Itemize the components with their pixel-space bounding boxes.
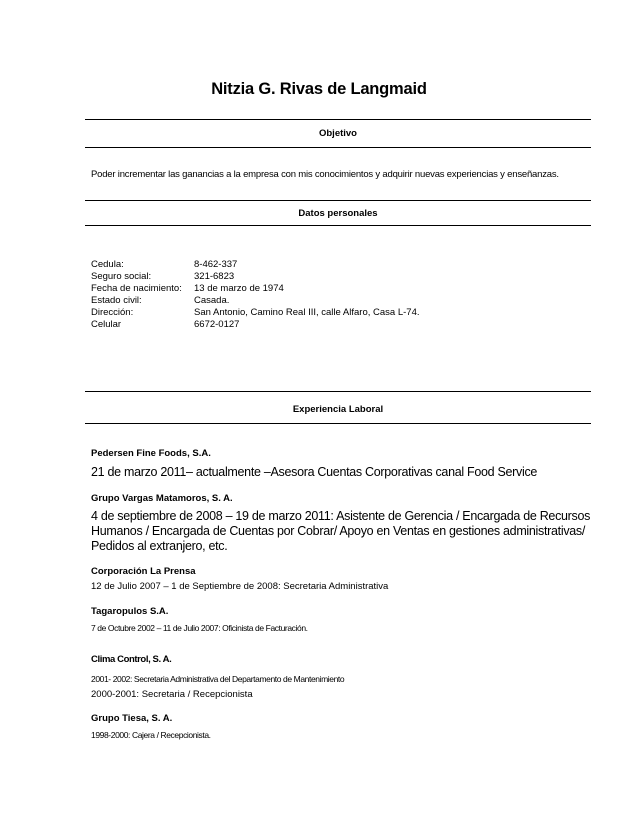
section-rule	[85, 225, 591, 226]
personal-value: Casada.	[194, 295, 230, 306]
experience-title: Experiencia Laboral	[292, 404, 384, 415]
job-entry	[91, 713, 591, 741]
job-description: Humanos / Encargada de Cuentas por Cobrar/ Apoyo en Ventas en gestiones administrativas/	[91, 524, 586, 538]
personal-label: Celular	[91, 319, 122, 330]
personal-row	[91, 259, 420, 271]
personal-row	[91, 283, 420, 295]
objective-text: Poder incrementar las ganancias a la empresa con mis conocimientos y adquirir nuevas experiencias y enseñanzas.	[91, 169, 559, 180]
job-description: 1998-2000: Cajera / Recepcionista.	[91, 730, 211, 740]
section-rule	[85, 200, 591, 201]
company-name: Clima Control, S. A.	[91, 654, 172, 665]
personal-label: Estado civil:	[91, 295, 142, 306]
personal-row	[91, 271, 420, 283]
section-rule	[85, 119, 591, 120]
company-name: Corporación La Prensa	[91, 566, 196, 577]
personal-value: 13 de marzo de 1974	[194, 283, 284, 294]
company-name: Tagaropulos S.A.	[91, 606, 169, 617]
job-description: Pedidos al extranjero, etc.	[91, 539, 228, 553]
job-entry	[91, 566, 591, 593]
personal-title: Datos personales	[298, 208, 378, 219]
personal-label: Seguro social:	[91, 271, 152, 282]
company-name: Grupo Tiesa, S. A.	[91, 713, 173, 724]
job-description: 2001- 2002: Secretaria Administrativa del Departamento de Mantenimiento	[91, 674, 345, 684]
job-description: 12 de Julio 2007 – 1 de Septiembre de 2008: Secretaria Administrativa	[91, 581, 389, 592]
personal-value: 6672-0127	[194, 319, 240, 330]
personal-value: 321-6823	[194, 271, 235, 282]
candidate-name: Nitzia G. Rivas de Langmaid	[211, 80, 427, 98]
objective-title: Objetivo	[318, 128, 357, 139]
job-description: 2000-2001: Secretaria / Recepcionista	[91, 689, 253, 700]
job-description: 7 de Octubre 2002 – 11 de Julio 2007: Oficinista de Facturación.	[91, 623, 308, 633]
job-entry	[91, 606, 591, 634]
personal-row	[91, 319, 420, 331]
company-name: Grupo Vargas Matamoros, S. A.	[91, 493, 233, 504]
section-rule	[85, 391, 591, 392]
personal-value: San Antonio, Camino Real III, calle Alfaro, Casa L-74.	[194, 307, 420, 318]
section-rule	[85, 423, 591, 424]
company-name: Pedersen Fine Foods, S.A.	[91, 448, 211, 459]
personal-row	[91, 307, 420, 319]
job-description: 4 de septiembre de 2008 – 19 de marzo 2011: Asistente de Gerencia / Encargada de Recursos	[91, 509, 591, 523]
personal-value: 8-462-337	[194, 259, 238, 270]
job-entry	[91, 448, 591, 480]
personal-label: Cedula:	[91, 259, 124, 270]
personal-label: Fecha de nacimiento:	[91, 283, 182, 294]
personal-label: Dirección:	[91, 307, 134, 318]
personal-row	[91, 295, 420, 307]
section-rule	[85, 147, 591, 148]
job-entry	[91, 654, 591, 701]
job-description: 21 de marzo 2011– actualmente –Asesora Cuentas Corporativas canal Food Service	[91, 465, 538, 479]
personal-data-list	[91, 259, 420, 331]
job-entry	[91, 493, 591, 554]
